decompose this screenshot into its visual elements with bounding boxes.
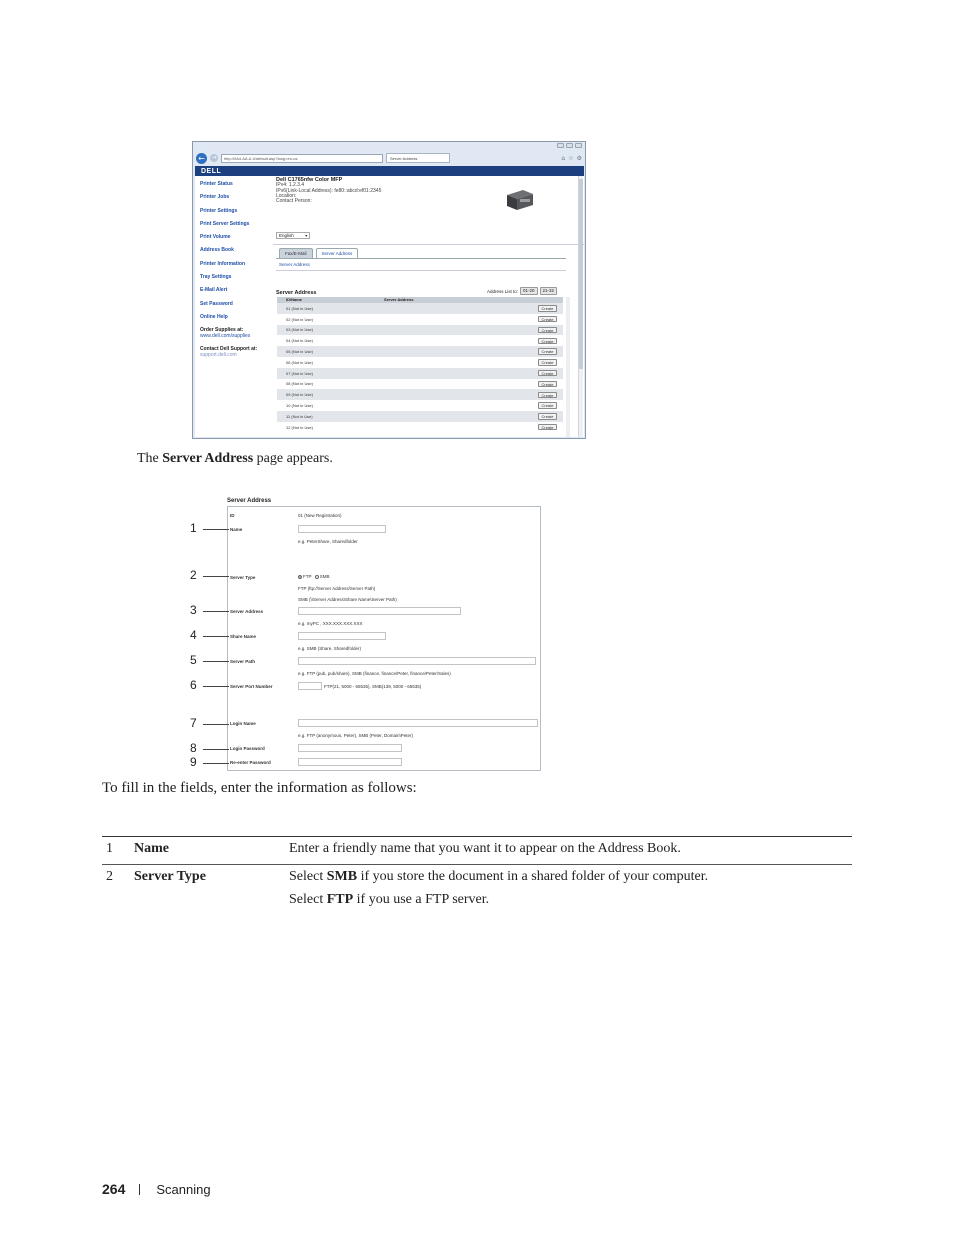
server-address-form — [227, 506, 541, 771]
dell-header — [195, 166, 584, 176]
row-id-name: 08 (Not in Use) — [286, 381, 313, 387]
location-label: Location: — [276, 192, 297, 199]
callout-line — [203, 661, 229, 662]
intro-text: To fill in the fields, enter the information as follows: — [102, 780, 417, 796]
callout-2: 2 — [190, 568, 197, 582]
star-icon[interactable]: ☆ — [568, 154, 574, 162]
table-row — [277, 325, 563, 336]
line-text: Enter a friendly name that you want it to appear on the Address Book. — [289, 841, 681, 856]
ipv6-address: IPv6(Link-Local Address): fe80::abcd:ef01:2345 — [276, 187, 382, 194]
browser-icons — [561, 155, 582, 162]
callout-4: 4 — [190, 628, 197, 642]
window-controls — [193, 142, 585, 151]
server-path-label: Server Path — [230, 659, 256, 664]
callout-8: 8 — [190, 741, 197, 755]
callout-5: 5 — [190, 653, 197, 667]
contact-support-label: Contact Dell Support at: — [200, 346, 258, 353]
forward-arrow-icon[interactable]: → — [211, 154, 217, 161]
form-title: Server Address — [227, 498, 272, 504]
caption — [137, 451, 333, 467]
line-text: if you store the document in a shared folder of your computer. — [357, 869, 709, 884]
smb-radio[interactable] — [315, 575, 319, 579]
server-address-field[interactable] — [298, 607, 461, 615]
table-row — [277, 379, 563, 390]
table-row — [277, 411, 563, 422]
printer-icon — [503, 186, 535, 212]
scrollbar-thumb[interactable] — [579, 179, 583, 369]
table-row — [277, 422, 563, 433]
row-id-name: 04 (Not in Use) — [286, 338, 313, 344]
row-term: Server Type — [134, 869, 206, 884]
row-id-name: 02 (Not in Use) — [286, 316, 313, 322]
callout-line — [203, 724, 229, 725]
server-address-label: Server Address — [230, 609, 264, 614]
line-bold: SMB — [326, 869, 358, 884]
server-address-table — [277, 297, 563, 433]
server-path-hint: e.g. FTP (pub, pub/share), SMB (finance, finance/Peter, finance/Peter/Sales) — [298, 671, 451, 676]
name-field[interactable] — [298, 525, 386, 533]
printer-model: Dell C1765nfw Color MFP — [276, 177, 343, 183]
list-to-label: Address List to: — [487, 288, 519, 294]
line-bold: FTP — [326, 892, 354, 907]
field-description-table — [102, 836, 852, 915]
dell-logo: DELL — [201, 167, 222, 175]
description-line — [289, 869, 852, 884]
name-label: Name — [230, 527, 243, 532]
smb-option-label: SMB — [319, 574, 330, 579]
nav-tray-settings[interactable]: Tray Settings — [200, 274, 232, 281]
create-button[interactable]: Create — [538, 370, 557, 377]
nav-set-password[interactable]: Set Password — [200, 300, 233, 307]
ftp-format-hint: FTP (ftp://Server Address/Server Path) — [298, 586, 376, 591]
table-row — [277, 303, 563, 314]
page-button-01-20[interactable]: 01-20 — [520, 287, 538, 295]
login-password-field[interactable] — [298, 744, 402, 752]
id-value: 01 (New Registration) — [298, 513, 342, 518]
name-hint: e.g. PeterShare, Sharedfolder — [298, 539, 358, 544]
callout-line — [203, 636, 229, 637]
row-id-name: 01 (Not in Use) — [286, 305, 313, 311]
close-icon[interactable] — [575, 143, 582, 148]
address-bar[interactable]: http://0A4.AA.A.4/default.asp?lang=en-us — [221, 154, 383, 163]
create-button[interactable]: Create — [538, 305, 557, 312]
col-id-name: ID/Name — [286, 297, 303, 302]
embedded-web-page — [195, 166, 584, 437]
create-button[interactable]: Create — [538, 413, 557, 420]
row-description — [289, 869, 852, 915]
server-address-hint: e.g. myPC , XXX.XXX.XXX.XXX — [298, 621, 363, 626]
login-password-label: Login Password — [230, 746, 265, 751]
create-button[interactable]: Create — [538, 348, 557, 355]
ftp-option-label: FTP — [303, 574, 312, 579]
page-scrollbar[interactable] — [578, 176, 583, 437]
nav-online-help[interactable]: Online Help — [200, 313, 228, 320]
order-supplies-link[interactable]: www.dell.com/supplies — [200, 333, 251, 340]
tab-underline — [276, 258, 566, 259]
create-button[interactable]: Create — [538, 392, 557, 399]
col-server-address: Server Address — [384, 297, 414, 302]
row-id-name: 05 (Not in Use) — [286, 349, 313, 355]
page-button-21-32[interactable]: 21-32 — [540, 287, 558, 295]
table-row — [102, 865, 852, 915]
back-arrow-icon[interactable]: ← — [196, 153, 207, 164]
table-body — [277, 303, 563, 433]
nav-print-server-settings[interactable]: Print Server Settings — [200, 220, 250, 227]
callout-9: 9 — [190, 755, 197, 769]
table-row — [277, 368, 563, 379]
table-row — [277, 335, 563, 346]
callout-3: 3 — [190, 603, 197, 617]
table-row — [277, 314, 563, 325]
login-name-label: Login Name — [230, 721, 256, 726]
ipv4-address: IPv4: 1.2.3.4 — [276, 182, 305, 189]
gear-icon[interactable]: ⚙ — [576, 154, 582, 162]
caption-pre: The — [137, 451, 163, 466]
table-scrollbar[interactable] — [566, 297, 570, 437]
divider — [273, 244, 584, 245]
nav-printer-settings[interactable]: Printer Settings — [200, 207, 238, 214]
table-row — [102, 837, 852, 864]
callout-line — [203, 686, 229, 687]
smb-format-hint: SMB (\\Server Address\Share Name\Server Path) — [298, 597, 397, 602]
tab-fax-email[interactable]: Fax/E-Mail — [279, 248, 313, 258]
create-button[interactable]: Create — [538, 316, 557, 323]
nav-email-alert[interactable]: E-Mail Alert — [200, 287, 228, 294]
browser-screenshot — [192, 141, 586, 439]
language-select[interactable] — [276, 232, 310, 239]
port-label: Server Port Number — [230, 684, 273, 689]
server-path-field[interactable] — [298, 657, 536, 665]
description-line — [289, 841, 852, 856]
nav-print-volume[interactable]: Print Volume — [200, 234, 231, 241]
row-number: 2 — [106, 869, 113, 884]
row-number: 1 — [106, 841, 113, 856]
row-term: Name — [134, 841, 169, 856]
left-navigation — [200, 181, 270, 365]
nav-address-book[interactable]: Address Book — [200, 247, 234, 254]
line-text: Select — [289, 892, 327, 907]
port-hint: FTP(21, 5000 - 65535), SMB(139, 5000 - 65535) — [324, 684, 422, 689]
page-number: 264 — [102, 1181, 126, 1197]
callout-7: 7 — [190, 716, 197, 730]
ftp-radio[interactable] — [298, 575, 302, 579]
line-text: Select — [289, 869, 327, 884]
row-id-name: 03 (Not in Use) — [286, 327, 313, 333]
row-id-name: 09 (Not in Use) — [286, 392, 313, 398]
table-row — [277, 346, 563, 357]
row-id-name: 07 (Not in Use) — [286, 370, 313, 376]
contact-support-link[interactable]: support.dell.com — [200, 352, 237, 359]
nav-printer-status[interactable]: Printer Status — [200, 181, 233, 187]
create-button[interactable]: Create — [538, 359, 557, 366]
callout-line — [203, 529, 229, 530]
address-list-pager — [487, 287, 557, 295]
row-id-name: 10 (Not in Use) — [286, 403, 313, 409]
create-button[interactable]: Create — [538, 402, 557, 409]
browser-toolbar — [193, 151, 585, 165]
footer-divider — [139, 1184, 140, 1195]
callout-line — [203, 576, 229, 577]
share-name-label: Share Name — [230, 634, 257, 639]
minimize-icon[interactable] — [557, 143, 564, 148]
create-button[interactable]: Create — [538, 338, 557, 345]
page-footer — [102, 1181, 211, 1197]
section-title: Server Address — [276, 290, 317, 296]
chevron-down-icon: ▼ — [304, 234, 308, 238]
printer-info — [276, 178, 381, 204]
callout-line — [203, 749, 229, 750]
create-button[interactable]: Create — [538, 327, 557, 334]
server-type-radios — [298, 574, 329, 579]
caption-bold: Server Address — [162, 451, 254, 466]
create-button[interactable]: Create — [538, 381, 557, 388]
reenter-password-field[interactable] — [298, 758, 402, 766]
browser-tab[interactable]: Server Address — [386, 153, 450, 163]
section-name: Scanning — [156, 1181, 211, 1197]
home-icon[interactable]: ⌂ — [561, 154, 566, 162]
content-tabs — [279, 248, 358, 258]
port-field[interactable] — [298, 682, 322, 690]
login-name-hint: e.g. FTP (anonymous, Peter), SMB (Peter, Domain\Peter) — [298, 733, 413, 738]
description-line — [289, 892, 852, 907]
divider — [276, 270, 566, 271]
language-value: English — [279, 233, 294, 238]
nav-printer-information[interactable]: Printer Information — [200, 260, 246, 267]
id-label: ID — [230, 513, 235, 518]
nav-printer-jobs[interactable]: Printer Jobs — [200, 194, 230, 201]
callout-1: 1 — [190, 521, 197, 535]
contact-person-label: Contact Person: — [276, 198, 312, 205]
server-type-label: Server Type — [230, 575, 256, 580]
share-name-field[interactable] — [298, 632, 386, 640]
callout-line — [203, 611, 229, 612]
callout-line — [203, 763, 229, 764]
create-button[interactable]: Create — [538, 424, 557, 431]
share-name-hint: e.g. SMB (Share, Sharedfolder) — [298, 646, 362, 651]
table-row — [277, 400, 563, 411]
row-id-name: 06 (Not in Use) — [286, 359, 313, 365]
login-name-field[interactable] — [298, 719, 538, 727]
row-id-name: 12 (Not in Use) — [286, 424, 313, 430]
row-id-name: 11 (Not in Use) — [286, 413, 313, 419]
server-address-sublink[interactable]: Server Address — [279, 262, 310, 267]
maximize-icon[interactable] — [566, 143, 573, 148]
order-supplies-label: Order Supplies at: — [200, 327, 244, 334]
callout-6: 6 — [190, 678, 197, 692]
reenter-password-label: Re-enter Password — [230, 760, 271, 765]
caption-post: page appears. — [253, 451, 333, 466]
table-row — [277, 357, 563, 368]
tab-server-address[interactable]: Server Address — [316, 248, 359, 258]
line-text: if you use a FTP server. — [353, 892, 490, 907]
table-row — [277, 389, 563, 400]
row-description — [289, 841, 852, 864]
